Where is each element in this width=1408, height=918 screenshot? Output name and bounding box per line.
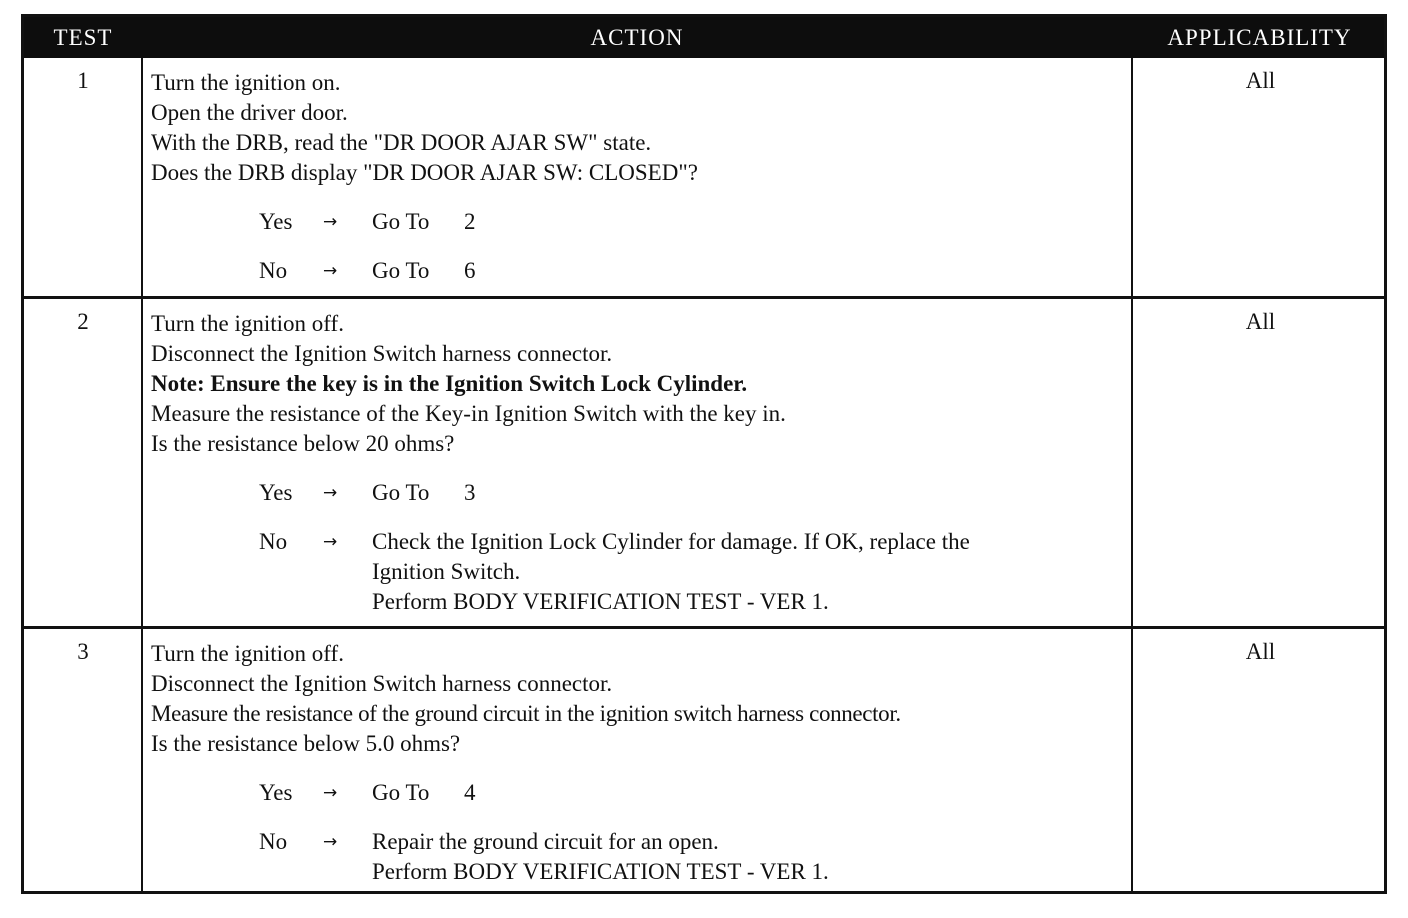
instruction-line: Perform BODY VERIFICATION TEST - VER 1.	[372, 589, 829, 614]
go-to-label: Go To	[372, 258, 430, 283]
action-cell	[151, 309, 1131, 617]
yes-label: Yes	[259, 209, 293, 234]
action-cell	[151, 68, 1131, 286]
go-to-target: 2	[464, 209, 476, 234]
right-arrow-icon: →	[323, 483, 338, 503]
no-label: No	[259, 258, 288, 283]
test-number: 1	[77, 68, 89, 93]
go-to-target: 3	[464, 480, 476, 505]
yes-outcome	[151, 207, 1131, 237]
no-outcome	[151, 827, 1131, 887]
action-step: Is the resistance below 20 ohms?	[151, 431, 455, 456]
no-outcome	[151, 527, 1131, 617]
applicability-value: All	[1245, 639, 1276, 664]
action-step: Is the resistance below 5.0 ohms?	[151, 731, 461, 756]
applicability-value: All	[1245, 68, 1276, 93]
no-instructions	[372, 827, 1132, 887]
diagnostic-test-table	[21, 14, 1387, 894]
action-step: Measure the resistance of the Key-in Ignition Switch with the key in.	[151, 401, 786, 426]
test-number: 3	[77, 639, 89, 664]
table-row-test-2	[24, 299, 1384, 626]
instruction-line: Repair the ground circuit for an open.	[372, 829, 719, 854]
action-note: Note: Ensure the key is in the Ignition Switch Lock Cylinder.	[151, 371, 748, 396]
action-cell	[151, 639, 1131, 887]
header-test: TEST	[53, 25, 113, 50]
no-outcome	[151, 256, 1131, 286]
header-action: ACTION	[590, 25, 684, 50]
table-header	[24, 17, 1384, 58]
action-step: Turn the ignition off.	[151, 311, 344, 336]
action-step: With the DRB, read the "DR DOOR AJAR SW" state.	[151, 130, 652, 155]
test-number: 2	[77, 309, 89, 334]
go-to-target: 6	[464, 258, 476, 283]
action-step: Disconnect the Ignition Switch harness connector.	[151, 341, 613, 366]
applicability-value: All	[1245, 309, 1276, 334]
table-row-test-3	[24, 629, 1384, 891]
right-arrow-icon: →	[323, 532, 338, 552]
action-step: Turn the ignition on.	[151, 70, 341, 95]
go-to-label: Go To	[372, 780, 430, 805]
instruction-line: Perform BODY VERIFICATION TEST - VER 1.	[372, 859, 829, 884]
action-step: Open the driver door.	[151, 100, 348, 125]
action-step: Turn the ignition off.	[151, 641, 344, 666]
table-row-test-1	[24, 58, 1384, 296]
action-step: Does the DRB display "DR DOOR AJAR SW: CLOSED"?	[151, 160, 698, 185]
right-arrow-icon: →	[323, 783, 338, 803]
right-arrow-icon: →	[323, 212, 338, 232]
no-label: No	[259, 529, 288, 554]
go-to-label: Go To	[372, 209, 430, 234]
right-arrow-icon: →	[323, 261, 338, 281]
yes-label: Yes	[259, 480, 293, 505]
go-to-label: Go To	[372, 480, 430, 505]
instruction-line: Ignition Switch.	[372, 559, 521, 584]
action-step: Measure the resistance of the ground circuit in the ignition switch harness connector.	[151, 701, 901, 726]
yes-outcome	[151, 478, 1131, 508]
no-label: No	[259, 829, 288, 854]
action-step: Disconnect the Ignition Switch harness connector.	[151, 671, 613, 696]
instruction-line: Check the Ignition Lock Cylinder for damage. If OK, replace the	[372, 529, 970, 554]
go-to-target: 4	[464, 780, 476, 805]
yes-outcome	[151, 778, 1131, 808]
right-arrow-icon: →	[323, 832, 338, 852]
yes-label: Yes	[259, 780, 293, 805]
header-applicability: APPLICABILITY	[1167, 25, 1352, 50]
no-instructions	[372, 527, 1132, 617]
